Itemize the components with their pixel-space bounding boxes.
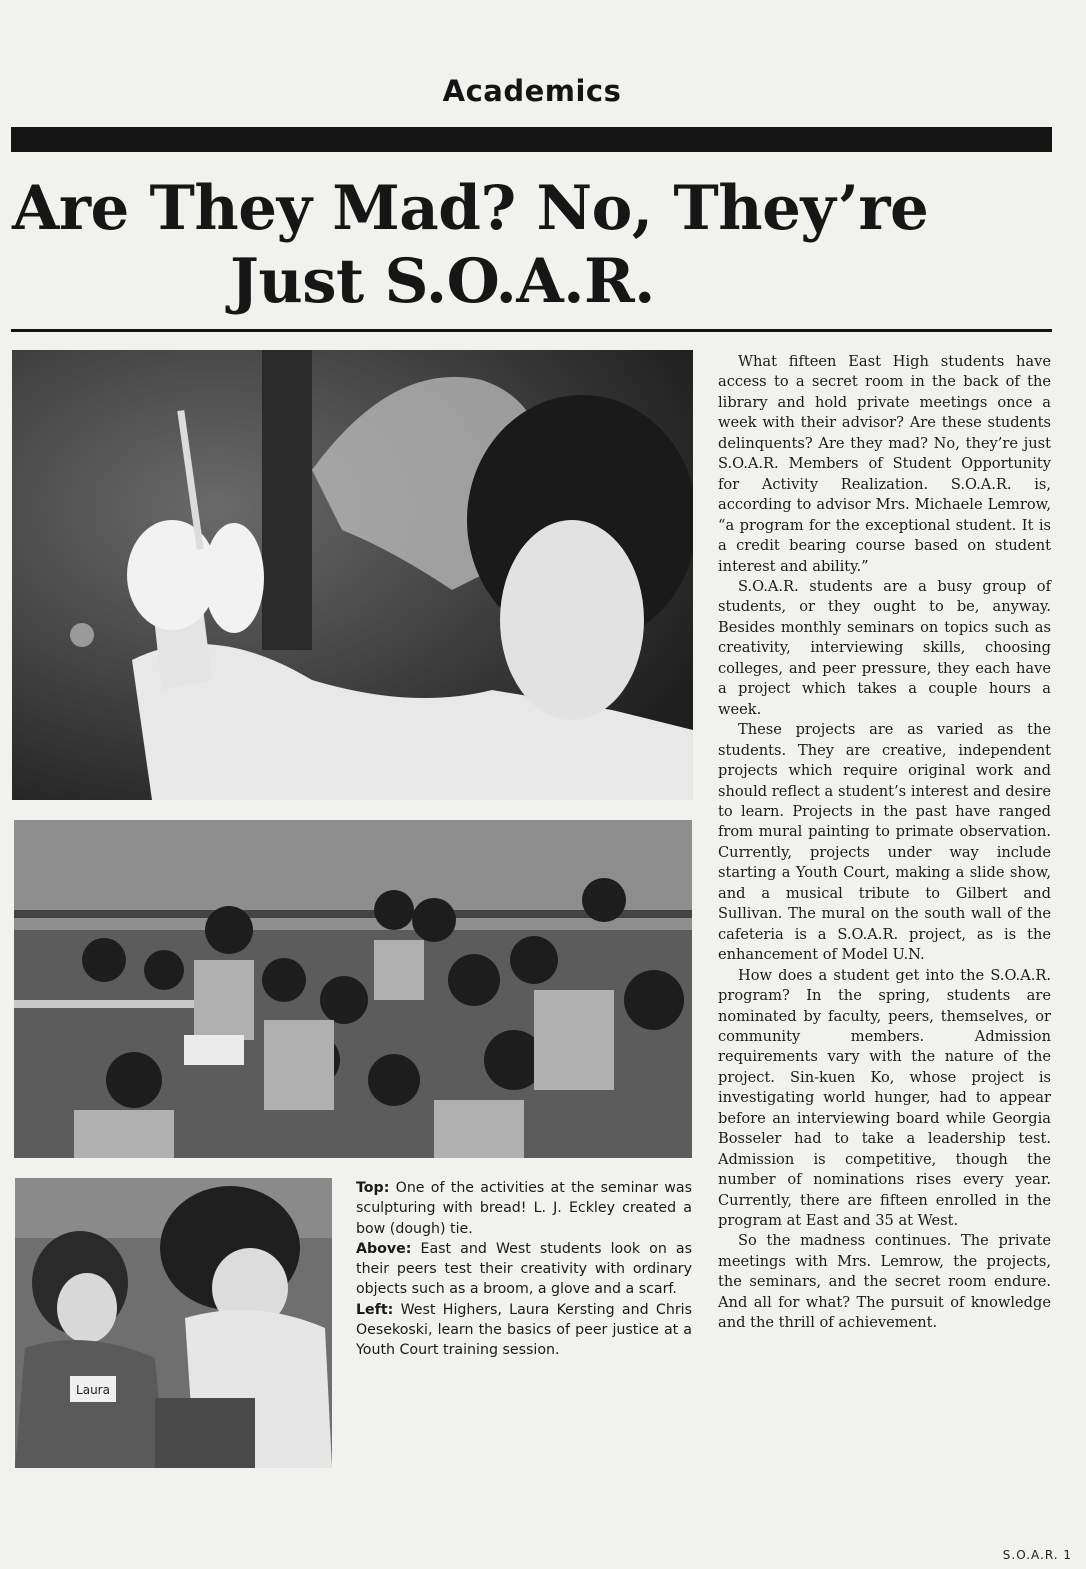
caption-above-text: East and West students look on as their peers test their creativity with ordinary objects such as a broom, a glove and a scarf. — [356, 1240, 692, 1298]
photo-students-seminar-image — [14, 820, 692, 1158]
headline-rule — [11, 329, 1052, 332]
page-folio: S.O.A.R. 1 — [1002, 1548, 1072, 1562]
name-tag-text: Laura — [76, 1383, 110, 1397]
headline-line-1: Are They Mad? No, They’re — [12, 173, 929, 244]
caption-left-label: Left: — [356, 1301, 394, 1318]
caption-top-text: One of the activities at the seminar was sculpturing with bread! L. J. Eckley created a bow (dough) tie. — [356, 1180, 692, 1237]
photo-captions — [356, 1178, 692, 1361]
article-paragraph: How does a student get into the S.O.A.R. program? In the spring, students are nominated by faculty, peers, themselves, or community members. Admission requirements vary with the nature of the project. Sin-kuen Ko, whose project is investigating world hunger, had to appear before an interviewing board while Georgia Bosseler had to take a leadership test. Admission is competitive, though the number of nominations rises every year. Currently, there are fifteen enrolled in the program at East and 35 at West. — [718, 966, 1051, 1230]
photo-bread-sculpture-image — [12, 350, 693, 800]
caption-above — [356, 1239, 692, 1300]
caption-top — [356, 1178, 692, 1239]
section-label: Academics — [442, 74, 622, 108]
header-rule — [11, 127, 1052, 152]
caption-top-label: Top: — [356, 1180, 390, 1196]
page-headline — [12, 172, 1052, 318]
article-paragraph: What fifteen East High students have access to a secret room in the back of the library and hold private meetings once a week with their advisor? Are these students delinquents? Are they mad? No, they’re just S.O.A.R. Members of Student Opportunity for Activity Realization. S.O.A.R. is, according to advisor Mrs. Michaele Lemrow, “a program for the exceptional student. It is a credit bearing course based on student interest and ability.” — [718, 353, 1051, 575]
headline-line-2: Just S.O.A.R. — [230, 246, 655, 317]
photo-youth-court-image — [15, 1178, 332, 1468]
photo-bread-sculpture — [12, 350, 693, 800]
caption-left-text: West Highers, Laura Kersting and Chris Oesekoski, learn the basics of peer justice at a Youth Court training session. — [356, 1301, 692, 1359]
article-paragraph: So the madness continues. The private meetings with Mrs. Lemrow, the projects, the seminars, and the secret room endure. And all for what? The pursuit of knowledge and the thrill of achievement. — [718, 1232, 1051, 1332]
article-paragraph: These projects are as varied as the students. They are creative, independent projects which require original work and should reflect a student’s interest and desire to learn. Projects in the past have ranged from mural painting to primate observation. Currently, projects under way include starting a Youth Court, making a slide show, and a musical tribute to Gilbert and Sullivan. The mural on the south wall of the cafeteria is a S.O.A.R. project, as is the enhancement of Model U.N. — [718, 721, 1051, 964]
caption-above-label: Above: — [356, 1240, 412, 1257]
article-paragraph: S.O.A.R. students are a busy group of students, or they ought to be, anyway. Besides monthly seminars on topics such as creativity, interviewing skills, choosing colleges, and peer pressure, they each have a project which takes a couple hours a week. — [718, 577, 1051, 718]
photo-youth-court — [15, 1178, 332, 1468]
caption-left — [356, 1300, 692, 1361]
photo-students-seminar — [14, 820, 692, 1158]
article-body — [718, 352, 1051, 1334]
